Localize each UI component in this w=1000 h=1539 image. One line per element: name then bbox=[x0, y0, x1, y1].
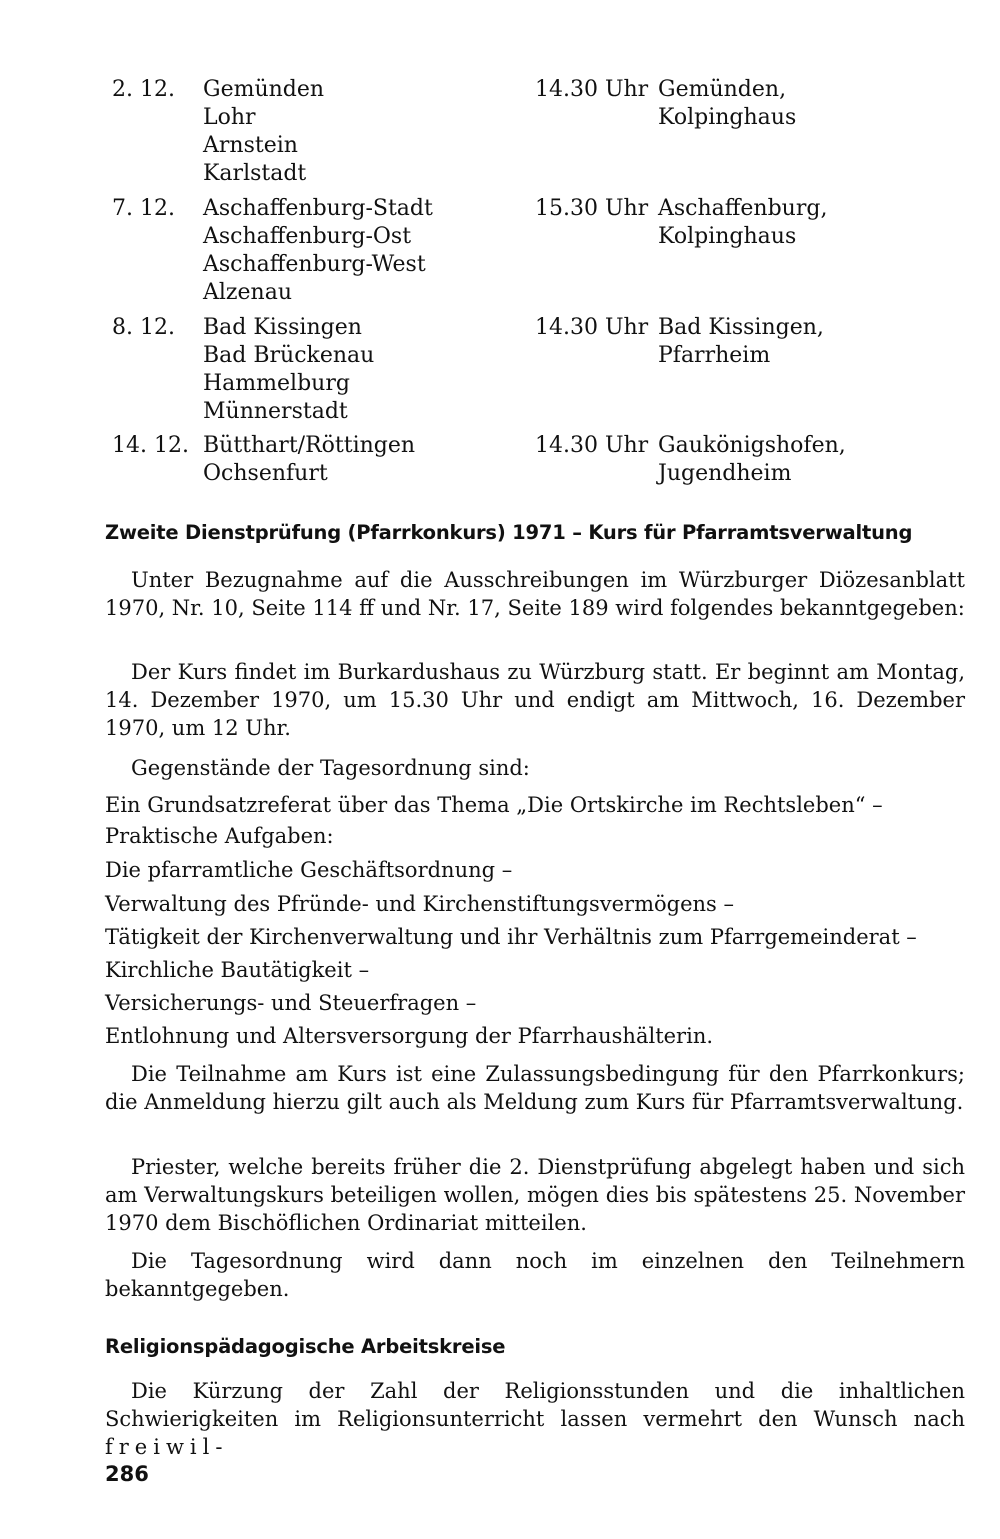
agenda-item: Entlohnung und Altersversorgung der Pfarrhaushälterin. bbox=[105, 1024, 714, 1048]
schedule-time: 15.30 Uhr bbox=[535, 196, 649, 221]
schedule-time: 14.30 Uhr bbox=[535, 77, 649, 102]
agenda-item: Praktische Aufgaben: bbox=[105, 824, 334, 848]
paragraph: Gegenstände der Tagesordnung sind: bbox=[131, 756, 530, 780]
agenda-item: Versicherungs- und Steuerfragen – bbox=[105, 991, 477, 1015]
schedule-date: 14. 12. bbox=[112, 433, 189, 458]
schedule-venue bbox=[658, 314, 824, 370]
agenda-item: Tätigkeit der Kirchenverwaltung und ihr Verhältnis zum Pfarrgemeinderat – bbox=[105, 925, 917, 949]
place: Alzenau bbox=[203, 280, 292, 305]
agenda-item: Kirchliche Bautätigkeit – bbox=[105, 958, 370, 982]
schedule-places bbox=[203, 76, 324, 188]
schedule-venue bbox=[658, 195, 827, 251]
place: Ochsenfurt bbox=[203, 461, 328, 486]
venue-line: Kolpinghaus bbox=[658, 224, 797, 249]
place: Karlstadt bbox=[203, 161, 307, 186]
schedule-places bbox=[203, 314, 374, 426]
schedule-venue bbox=[658, 76, 796, 132]
spaced-word: freiwil- bbox=[105, 1435, 229, 1459]
section-heading: Zweite Dienstprüfung (Pfarrkonkurs) 1971 – Kurs für Pfarramtsverwaltung bbox=[105, 521, 913, 544]
paragraph: Die Tagesordnung wird dann noch im einzelnen den Teilnehmern bekanntgegeben. bbox=[105, 1249, 965, 1301]
place: Lohr bbox=[203, 105, 256, 130]
venue-line: Pfarrheim bbox=[658, 343, 771, 368]
place: Gemünden bbox=[203, 77, 325, 102]
agenda-item: Verwaltung des Pfründe- und Kirchenstiftungsvermögens – bbox=[105, 892, 734, 916]
schedule-places bbox=[203, 432, 415, 488]
section-heading: Religionspädagogische Arbeitskreise bbox=[105, 1335, 506, 1358]
schedule-venue bbox=[658, 432, 846, 488]
schedule-date: 8. 12. bbox=[112, 315, 175, 340]
venue-line: Bad Kissingen, bbox=[658, 315, 824, 340]
paragraph-text: Die Kürzung der Zahl der Religionsstunden und die inhaltlichen Schwierigkeiten im Religionsunterricht lassen vermehrt den Wunsch nach bbox=[105, 1379, 965, 1431]
place: Münnerstadt bbox=[203, 399, 348, 424]
schedule-date: 2. 12. bbox=[112, 77, 175, 102]
venue-line: Aschaffenburg, bbox=[658, 196, 828, 221]
venue-line: Kolpinghaus bbox=[658, 105, 797, 130]
place: Bad Brückenau bbox=[203, 343, 375, 368]
place: Aschaffenburg-West bbox=[203, 252, 426, 277]
schedule-time: 14.30 Uhr bbox=[535, 315, 649, 340]
venue-line: Gaukönigshofen, bbox=[658, 433, 846, 458]
paragraph: Unter Bezugnahme auf die Ausschreibungen im Würzburger Diözesanblatt 1970, Nr. 10, Seite 114 ff und Nr. 17, Seite 189 wird folgendes bekanntgegeben: bbox=[105, 568, 965, 620]
place: Aschaffenburg-Ost bbox=[203, 224, 412, 249]
place: Arnstein bbox=[203, 133, 298, 158]
place: Hammelburg bbox=[203, 371, 350, 396]
schedule-places bbox=[203, 195, 433, 307]
agenda-item: Die pfarramtliche Geschäftsordnung – bbox=[105, 858, 513, 882]
venue-line: Jugendheim bbox=[658, 461, 792, 486]
venue-line: Gemünden, bbox=[658, 77, 787, 102]
paragraph bbox=[105, 1377, 965, 1461]
place: Bütthart/Röttingen bbox=[203, 433, 416, 458]
schedule-time: 14.30 Uhr bbox=[535, 433, 649, 458]
place: Bad Kissingen bbox=[203, 315, 362, 340]
paragraph: Die Teilnahme am Kurs ist eine Zulassungsbedingung für den Pfarrkonkurs; die Anmeldung hierzu gilt auch als Meldung zum Kurs für Pfarramtsverwaltung. bbox=[105, 1062, 965, 1114]
page-number: 286 bbox=[105, 1462, 149, 1486]
paragraph: Priester, welche bereits früher die 2. Dienstprüfung abgelegt haben und sich am Verwaltungskurs beteiligen wollen, mögen dies bis spätestens 25. November 1970 dem Bischöflichen Ordinariat mitteilen. bbox=[105, 1155, 965, 1235]
place: Aschaffenburg-Stadt bbox=[203, 196, 433, 221]
paragraph: Der Kurs findet im Burkardushaus zu Würzburg statt. Er beginnt am Montag, 14. Dezember 1970, um 15.30 Uhr und endigt am Mittwoch, 16. Dezember 1970, um 12 Uhr. bbox=[105, 660, 965, 740]
schedule-date: 7. 12. bbox=[112, 196, 175, 221]
agenda-item: Ein Grundsatzreferat über das Thema „Die Ortskirche im Rechtsleben“ – bbox=[105, 793, 883, 817]
